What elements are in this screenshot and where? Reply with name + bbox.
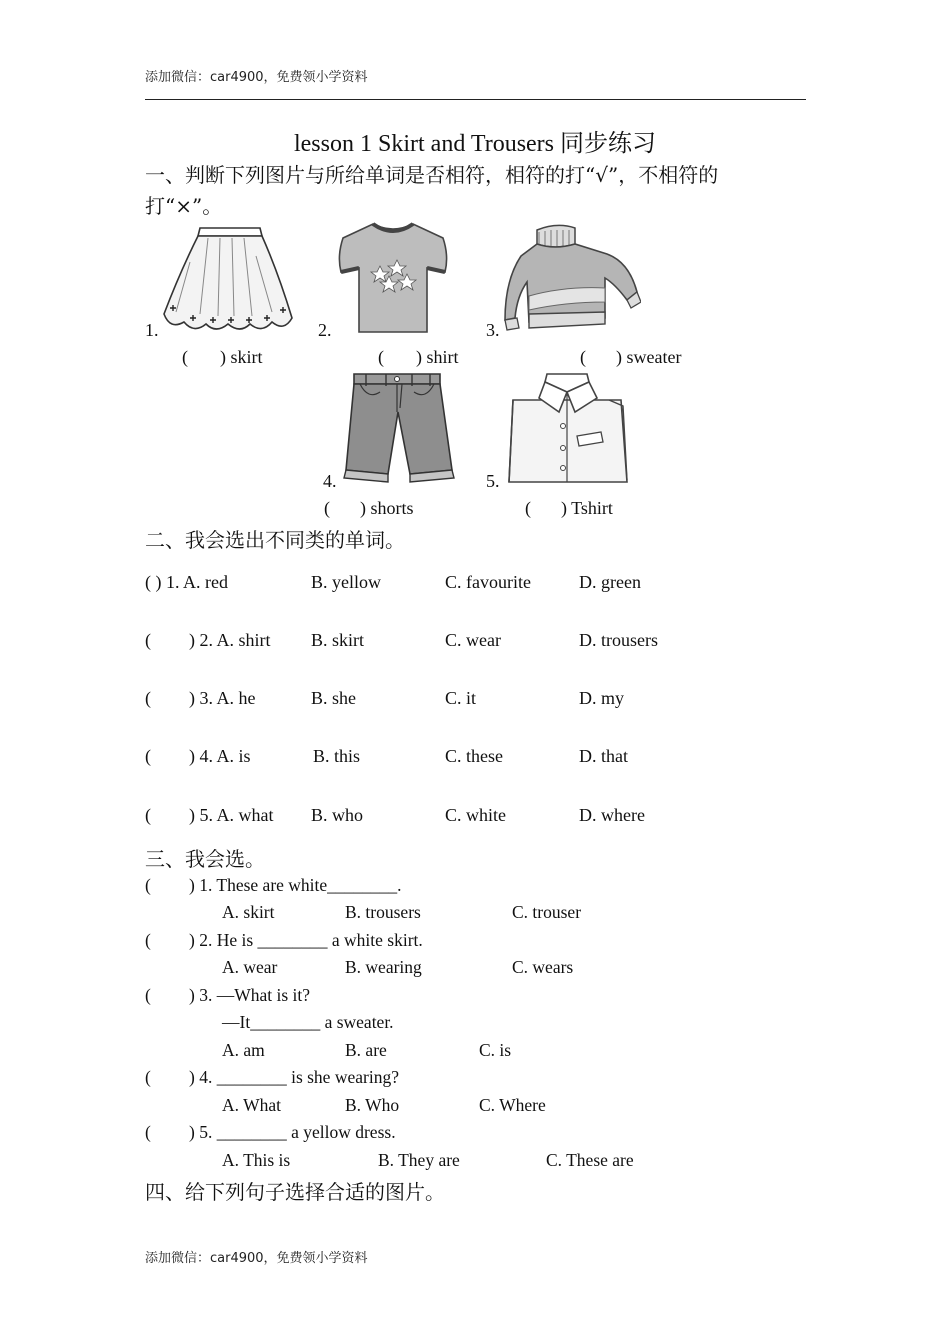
p3-q2-option-c: C. wears bbox=[512, 957, 574, 977]
p2-row1-b: B. yellow bbox=[311, 572, 381, 592]
p1-item1-word: ) skirt bbox=[220, 347, 263, 367]
p1-item4-answer bbox=[324, 498, 414, 519]
p2-row5-b: B. who bbox=[311, 805, 364, 825]
p3-q3-stem[interactable]: ( ) 3. —What is it? bbox=[145, 985, 311, 1005]
skirt-icon bbox=[160, 222, 296, 334]
part3-heading: 三、我会选。 bbox=[145, 847, 265, 871]
p3-q2-option-a: A. wear bbox=[222, 957, 278, 977]
p3-q4-stem[interactable]: ( ) 4. ________ is she wearing? bbox=[145, 1067, 399, 1087]
p2-row5-lead[interactable]: ( ) 5. A. what bbox=[145, 805, 274, 825]
page-header: 添加微信：car4900，免费领小学资料 bbox=[145, 70, 368, 85]
p2-row4-b: B. this bbox=[313, 746, 361, 766]
p2-row1-d: D. green bbox=[579, 572, 641, 592]
p2-row2-lead[interactable]: ( ) 2. A. shirt bbox=[145, 630, 271, 650]
p2-row2-b: B. skirt bbox=[311, 630, 365, 650]
page-title: lesson 1 Skirt and Trousers 同步练习 bbox=[293, 131, 657, 157]
p3-q1-option-a: A. skirt bbox=[222, 902, 275, 922]
p2-row2-c: C. wear bbox=[445, 630, 501, 650]
p2-row3-lead[interactable]: ( ) 3. A. he bbox=[145, 688, 256, 708]
part1-heading-line2: 打“×”。 bbox=[145, 194, 223, 218]
part1-heading-line1: 一、判断下列图片与所给单词是否相符，相符的打“√”，不相符的 bbox=[145, 163, 719, 187]
p1-item1-open-paren[interactable]: ( bbox=[182, 347, 188, 367]
p3-q4-option-c: C. Where bbox=[479, 1095, 546, 1115]
p2-row3-b: B. she bbox=[311, 688, 356, 708]
p3-q5-option-b: B. They are bbox=[378, 1150, 460, 1170]
page-footer: 添加微信：car4900，免费领小学资料 bbox=[145, 1251, 368, 1266]
p1-item1-answer bbox=[182, 347, 263, 368]
p3-q1-option-c: C. trouser bbox=[512, 902, 582, 922]
p2-row4-d: D. that bbox=[579, 746, 628, 766]
p1-item3-number: 3. bbox=[486, 320, 500, 340]
p3-q1-option-b: B. trousers bbox=[345, 902, 421, 922]
sweater-icon bbox=[503, 222, 641, 334]
p3-q4-option-a: A. What bbox=[222, 1095, 281, 1115]
p2-row3-d: D. my bbox=[579, 688, 624, 708]
p3-q5-stem[interactable]: ( ) 5. ________ a yellow dress. bbox=[145, 1122, 396, 1142]
p2-row1-c: C. favourite bbox=[445, 572, 531, 592]
p2-row3-c: C. it bbox=[445, 688, 477, 708]
p3-q5-option-a: A. This is bbox=[222, 1150, 291, 1170]
p3-q3-stem2: —It________ a sweater. bbox=[222, 1012, 394, 1032]
p1-item5-open-paren[interactable]: ( bbox=[525, 498, 531, 518]
p2-row2-d: D. trousers bbox=[579, 630, 658, 650]
p1-item2-answer bbox=[378, 347, 459, 368]
p1-item3-answer bbox=[580, 347, 681, 368]
p1-item2-number: 2. bbox=[318, 320, 332, 340]
p1-item2-open-paren[interactable]: ( bbox=[378, 347, 384, 367]
p1-item5-number: 5. bbox=[486, 471, 500, 491]
p3-q3-option-c: C. is bbox=[479, 1040, 512, 1060]
p3-q3-option-b: B. are bbox=[345, 1040, 387, 1060]
p1-item2-word: ) shirt bbox=[416, 347, 459, 367]
p2-row4-c: C. these bbox=[445, 746, 503, 766]
p3-q1-stem[interactable]: ( ) 1. These are white________. bbox=[145, 875, 402, 895]
tshirt-icon bbox=[335, 220, 451, 335]
p1-item3-open-paren[interactable]: ( bbox=[580, 347, 586, 367]
p1-item5-answer bbox=[525, 498, 613, 519]
p1-item5-word: ) Tshirt bbox=[561, 498, 613, 518]
p1-item1-number: 1. bbox=[145, 320, 159, 340]
p3-q2-stem[interactable]: ( ) 2. He is ________ a white skirt. bbox=[145, 930, 423, 950]
p1-item4-open-paren[interactable]: ( bbox=[324, 498, 330, 518]
part4-heading: 四、给下列句子选择合适的图片。 bbox=[145, 1180, 445, 1204]
p3-q4-option-b: B. Who bbox=[345, 1095, 400, 1115]
shorts-icon bbox=[340, 372, 458, 484]
shirt-icon bbox=[505, 372, 631, 486]
p3-q3-option-a: A. am bbox=[222, 1040, 265, 1060]
p2-row5-d: D. where bbox=[579, 805, 645, 825]
p2-row4-lead[interactable]: ( ) 4. A. is bbox=[145, 746, 251, 766]
p1-item3-word: ) sweater bbox=[616, 347, 682, 367]
p3-q2-option-b: B. wearing bbox=[345, 957, 422, 977]
part2-heading: 二、我会选出不同类的单词。 bbox=[145, 528, 405, 552]
p2-row1-lead[interactable]: ( ) 1. A. red bbox=[145, 572, 228, 592]
p3-q5-option-c: C. These are bbox=[546, 1150, 634, 1170]
header-rule bbox=[145, 99, 806, 100]
p1-item4-word: ) shorts bbox=[360, 498, 414, 518]
p2-row5-c: C. white bbox=[445, 805, 506, 825]
p1-item4-number: 4. bbox=[323, 471, 337, 491]
